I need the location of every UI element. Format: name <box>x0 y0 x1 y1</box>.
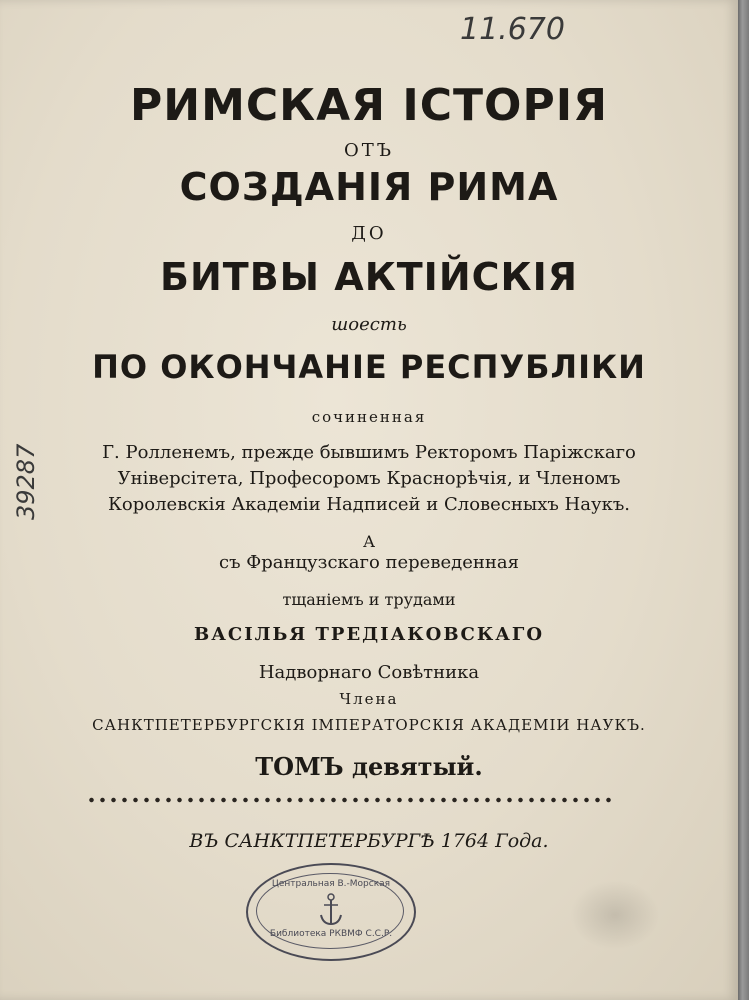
translator-rank: Надворнаго Совѣтника <box>258 662 480 683</box>
imprint: ВЪ САНКТПЕТЕРБУРГѢ 1764 Года. <box>189 830 549 852</box>
ornament-rule <box>86 795 614 805</box>
page-edge <box>738 0 749 1000</box>
stamp-bottom-text: Библиотека РКВМФ С.С.Р. <box>269 929 393 939</box>
title-line-3: СОЗДАНІЯ РИМА <box>179 165 559 209</box>
title-line-4: ДО <box>351 223 387 244</box>
title-line-6: шоесть <box>331 314 407 335</box>
translation-a: А <box>362 532 376 551</box>
title-line-5: БИТВЫ АКТІЙСКІЯ <box>160 255 578 299</box>
author-line-2: Універсітета, Професоромъ Краснорѣчія, и Членомъ <box>117 468 621 489</box>
volume-label: ТОМЪ девятый. <box>255 752 483 781</box>
title-line-1: РИМСКАЯ ІСТОРІЯ <box>130 80 608 131</box>
author-line-3: Королевскія Академіи Надписей и Словесныхъ Наукъ. <box>107 494 631 515</box>
translation-line-2: тщаніемъ и трудами <box>282 590 456 609</box>
translator-name: ВАСІЛЬЯ ТРЕДІАКОВСКАГО <box>194 624 544 645</box>
translator-member: Члена <box>339 690 399 708</box>
anchor-icon <box>318 893 344 927</box>
stamp-top-text: Центральная В.-Морская <box>271 879 391 889</box>
translation-line-1: съ Французскаго переведенная <box>219 552 519 573</box>
library-stamp <box>246 863 416 961</box>
shelf-mark-top: 11.670 <box>460 12 565 47</box>
academy-name: САНКТПЕТЕРБУРГСКІЯ ІМПЕРАТОРСКІЯ АКАДЕМІИ НАУКЪ. <box>92 716 646 734</box>
title-line-2: ОТЪ <box>343 140 395 161</box>
author-label: сочиненная <box>311 408 427 426</box>
shelf-mark-side: 39287 <box>12 443 40 520</box>
paper-smudge <box>570 880 660 950</box>
title-line-7: ПО ОКОНЧАНІЕ РЕСПУБЛІКИ <box>92 348 646 386</box>
author-line-1: Г. Ролленемъ, прежде бывшимъ Ректоромъ Паріжскаго <box>102 442 636 463</box>
